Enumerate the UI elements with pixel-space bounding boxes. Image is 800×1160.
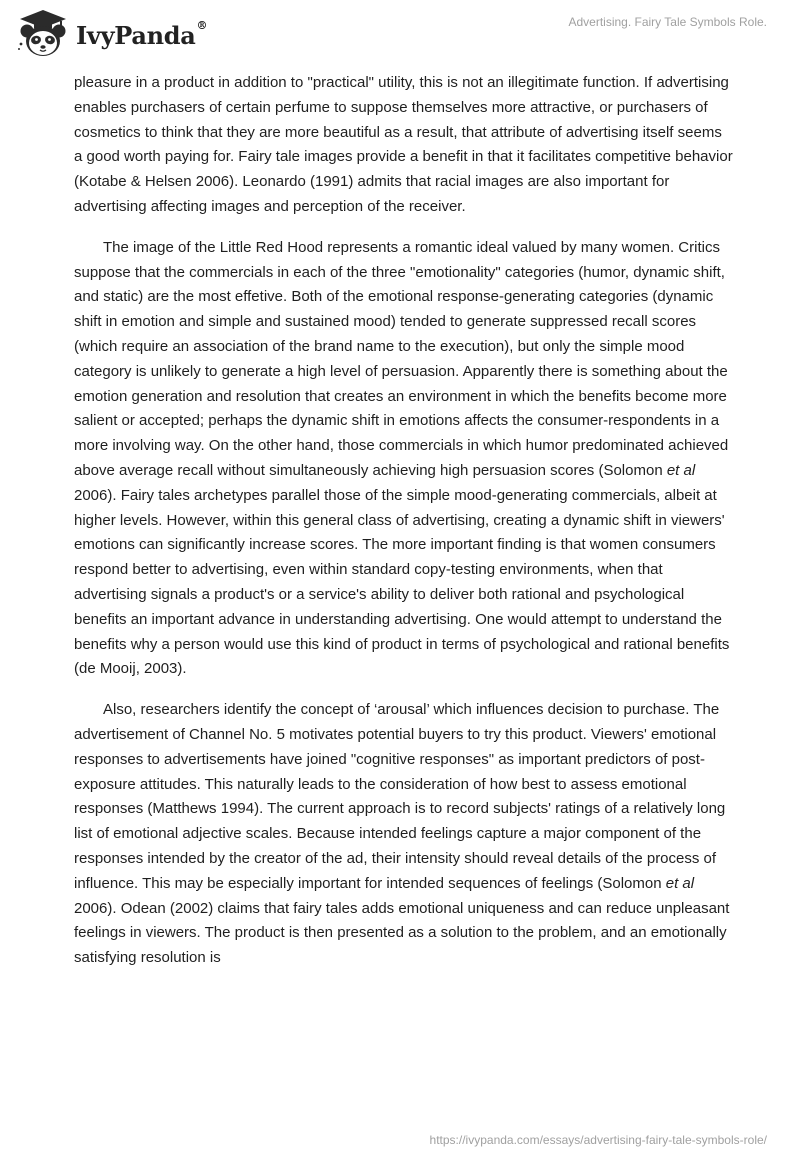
paragraph-2-emphasis: et al bbox=[666, 461, 696, 479]
logo-name: IvyPanda bbox=[76, 20, 196, 50]
paragraph-3 bbox=[74, 698, 734, 971]
paragraph-2 bbox=[74, 236, 734, 682]
logo-wordmark bbox=[76, 18, 208, 50]
registered-mark: ® bbox=[196, 18, 208, 32]
panda-graduate-icon bbox=[14, 8, 72, 60]
paragraph-3-part-a: Also, researchers identify the concept of ‘arousal’ which influences decision to purchase. The advertisement of Channel No. 5 motivates potential buyers to try this product. Viewers' emotional responses to advertisements have joined "cognitive responses" as important predictors of post-exposure attitudes. This naturally leads to the consideration of how best to assess emotional responses (Matthews 1994). The current approach is to record subjects' ratings of a relatively long list of emotional adjective scales. Because intended feelings capture a major component of the responses intended by the creator of the ad, their intensity should reveal details of the process of influence. This may be especially important for intended sequences of feelings (Solomon bbox=[74, 701, 726, 892]
paragraph-3-emphasis: et al bbox=[665, 874, 695, 892]
page-header bbox=[0, 0, 800, 70]
essay-body bbox=[74, 71, 734, 987]
paragraph-3-part-b: 2006). Odean (2002) claims that fairy tales adds emotional uniqueness and can reduce unpleasant feelings in viewers. The product is then presented as a solution to the problem, and an emotionally satisfying resolution is bbox=[74, 899, 730, 967]
ivypanda-logo[interactable] bbox=[14, 8, 207, 60]
paragraph-1: pleasure in a product in addition to "practical" utility, this is not an illegitimate function. If advertising enables purchasers of certain perfume to suppose themselves more attractive, or purchasers of cosmetics to think that they are more beautiful as a result, that attribute of advertising itself seems a good worth paying for. Fairy tale images provide a benefit in that it facilitates competitive behavior (Kotabe & Helsen 2006). Leonardo (1991) admits that racial images are also important for advertising affecting images and perception of the receiver. bbox=[74, 74, 733, 215]
paragraph-2-part-a: The image of the Little Red Hood represents a romantic ideal valued by many women. Critics suppose that the commercials in each of the three "emotionality" categories (humor, dynamic shift, and static) are the most effetive. Both of the emotional response-generating categories (dynamic shift in emotion and simple and sustained mood) tended to generate suppressed recall scores (which require an association of the brand name to the execution), but only the simple mood category is unlikely to generate a high level of persuasion. Apparently there is something about the emotion generation and resolution that creates an environment in which the benefits become more salient or accepted; perhaps the dynamic shift in emotions affects the consumer-respondents in a more involving way. On the other hand, those commercials in which humor predominated achieved above average recall without simultaneously achieving high persuasion scores (Solomon bbox=[74, 238, 729, 479]
paragraph-2-part-b: 2006). Fairy tales archetypes parallel those of the simple mood-generating commercials, albeit at higher levels. However, within this general class of advertising, creating a dynamic shift in viewers' emotions can significantly increase scores. The more important finding is that women consumers respond better to advertising, even within standard copy-testing environments, when that advertising signals a product's or a service's ability to deliver both rational and psychological benefits an important advance in understanding advertising. One would attempt to understand the benefits why a person would use this kind of product in terms of psychological and rational benefits (de Mooij, 2003). bbox=[74, 486, 730, 678]
document-title: Advertising. Fairy Tale Symbols Role. bbox=[568, 15, 767, 29]
source-url[interactable]: https://ivypanda.com/essays/advertising-fairy-tale-symbols-role/ bbox=[429, 1133, 767, 1147]
